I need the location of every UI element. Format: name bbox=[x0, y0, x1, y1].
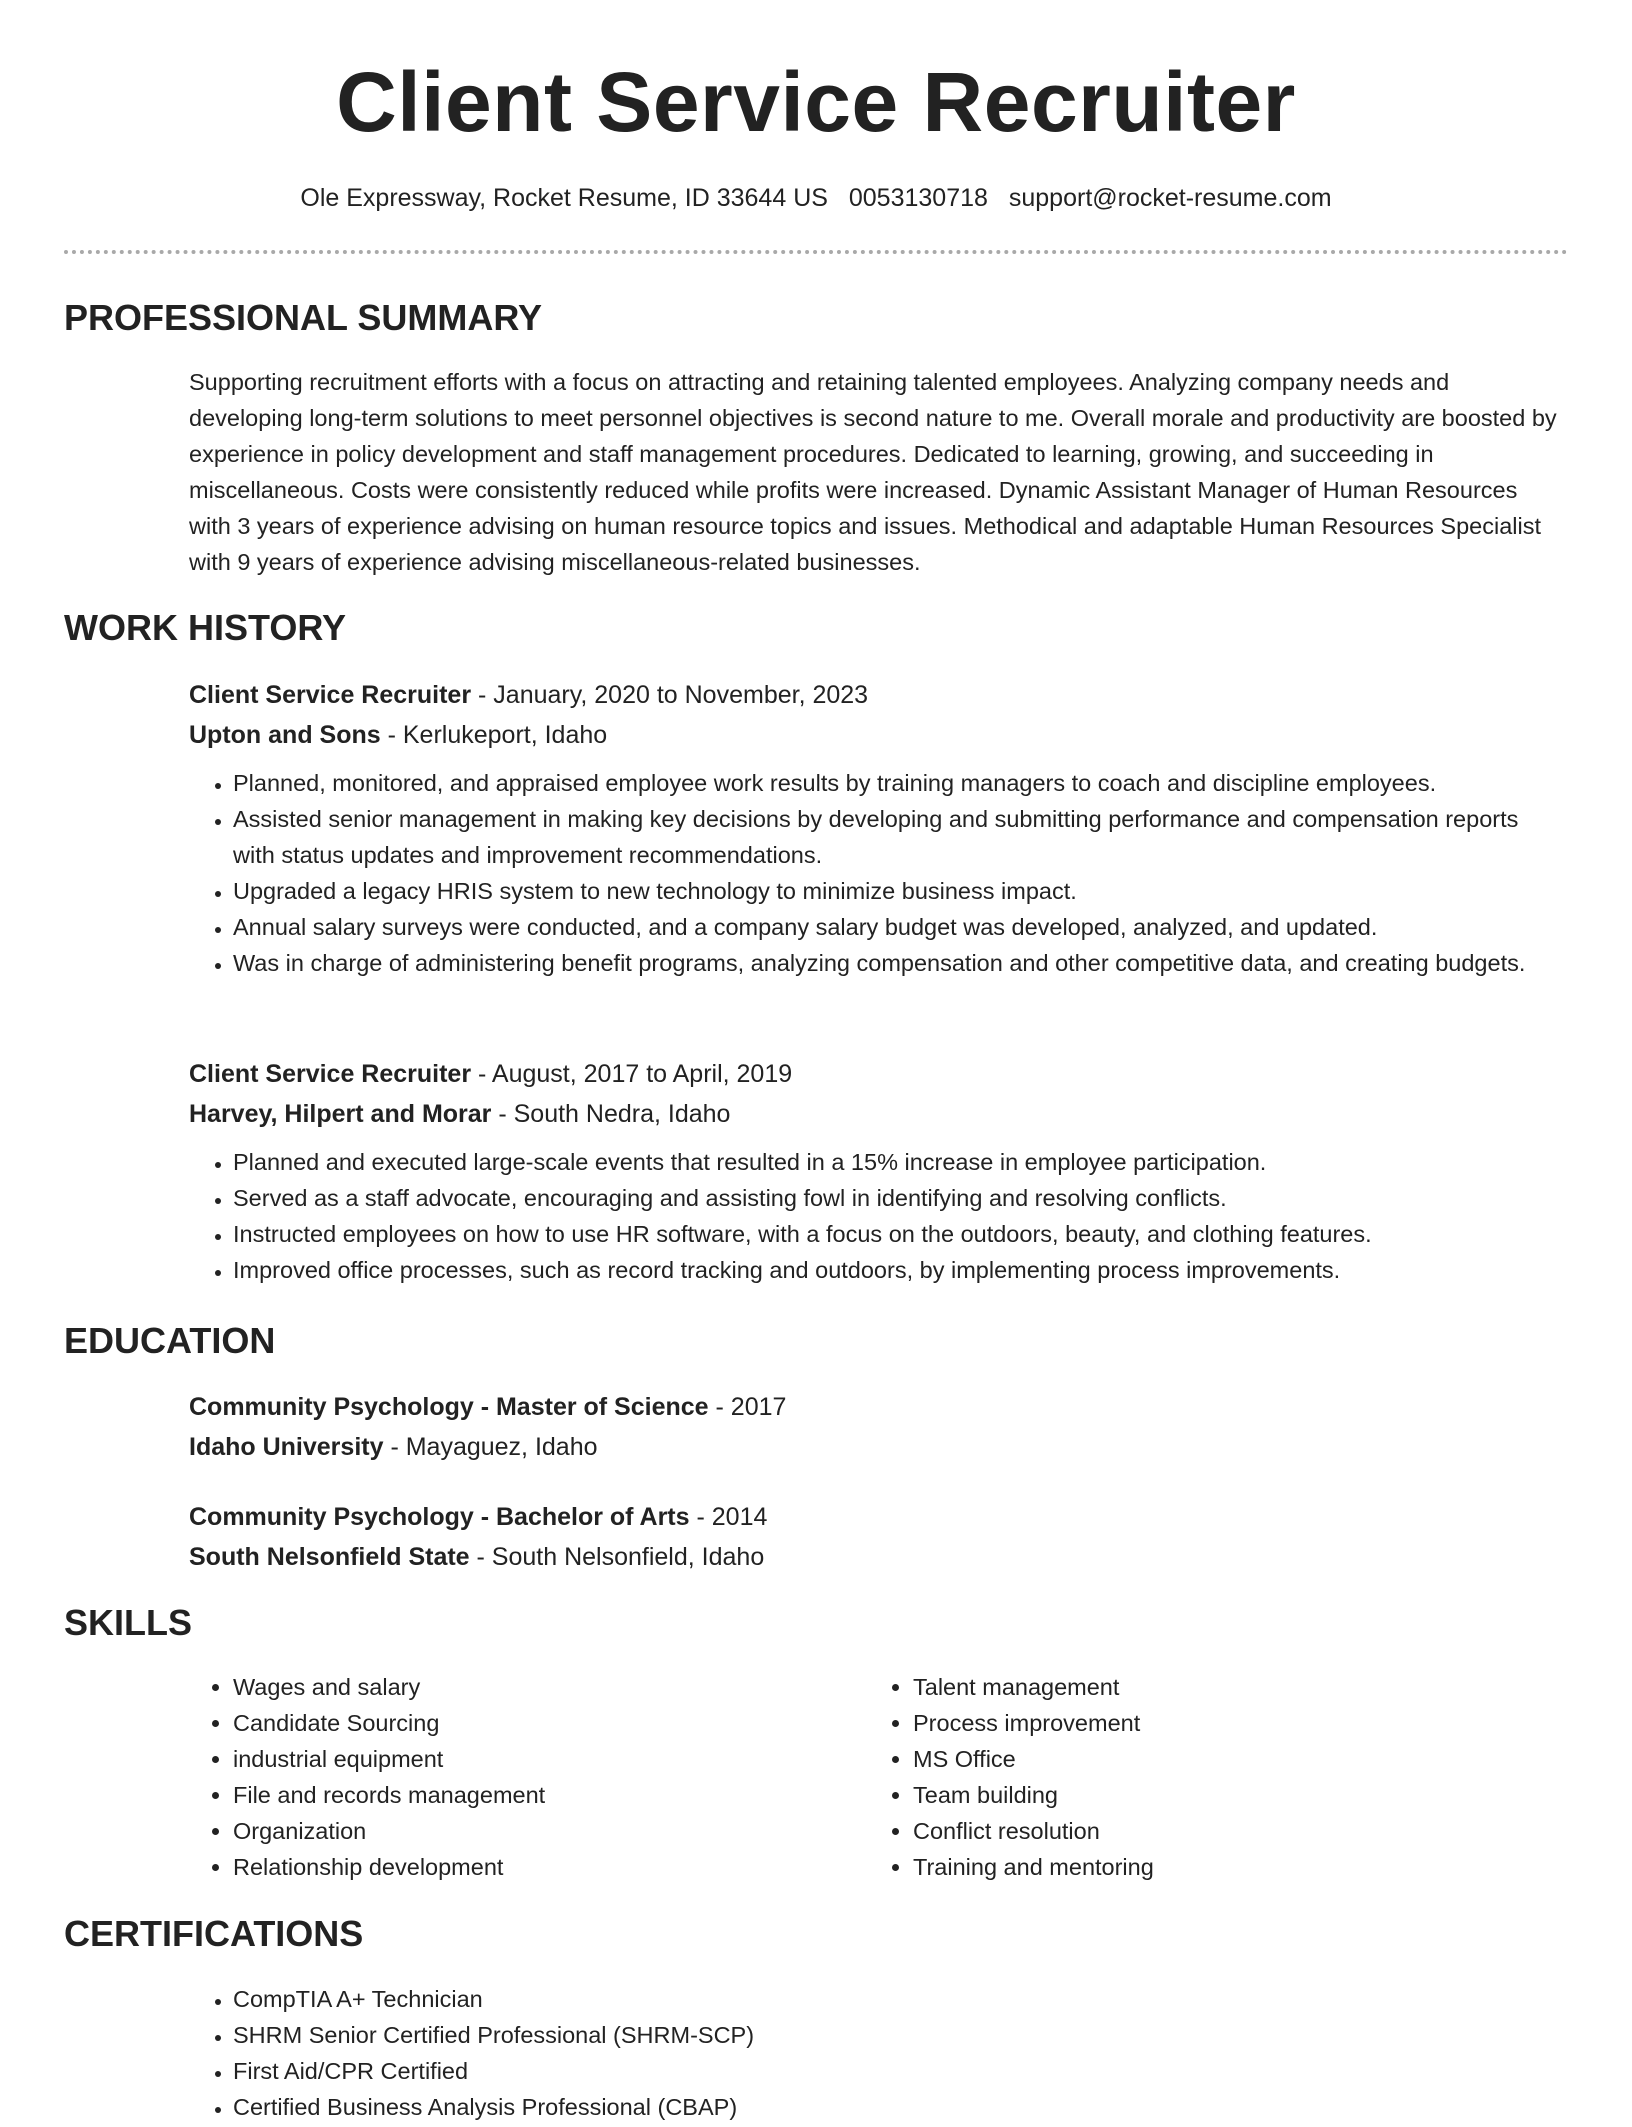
section-title-skills: SKILLS bbox=[64, 1602, 193, 1643]
skill-item: • Candidate Sourcing bbox=[233, 1705, 545, 1741]
job-role: Client Service Recruiter bbox=[189, 1060, 472, 1088]
job-bullet: • Improved office processes, such as record tracking and outdoors, by implementing process improvements. bbox=[233, 1252, 1559, 1288]
education-school: Idaho University bbox=[189, 1433, 384, 1461]
job-bullets bbox=[189, 1144, 1559, 1288]
summary-text: Supporting recruitment efforts with a focus on attracting and retaining talented employees. Analyzing company needs and developing long-term solutions to meet personnel objectives is second nature to me. Overall morale and productivity are boosted by experience in policy development and staff management procedures. Dedicated to learning, growing, and succeeding in miscellaneous. Costs were consistently reduced while profits were increased. Dynamic Assistant Manager of Human Resources with 3 years of experience advising on human resource topics and issues. Methodical and adaptable Human Resources Specialist with 9 years of experience advising miscellaneous-related businesses. bbox=[189, 369, 1557, 575]
job-entry bbox=[189, 675, 1559, 981]
job-company: Harvey, Hilpert and Morar bbox=[189, 1100, 492, 1128]
skills-column-right bbox=[869, 1669, 1154, 1885]
skill-item: • Process improvement bbox=[913, 1705, 1154, 1741]
education-year: - 2014 bbox=[689, 1503, 768, 1531]
certification-item: • First Aid/CPR Certified bbox=[233, 2053, 1559, 2089]
education-entry bbox=[189, 1387, 1559, 1467]
skill-item: • File and records management bbox=[233, 1777, 545, 1813]
education-degree: Community Psychology - Bachelor of Arts bbox=[189, 1503, 690, 1531]
job-company-line bbox=[189, 1094, 1559, 1134]
header-divider bbox=[64, 250, 1568, 254]
summary-block bbox=[189, 364, 1559, 580]
job-bullet: • Planned, monitored, and appraised employee work results by training managers to coach and discipline employees. bbox=[233, 765, 1559, 801]
job-location: - Kerlukeport, Idaho bbox=[380, 721, 608, 749]
education-degree-line bbox=[189, 1387, 1559, 1427]
skill-item: • Organization bbox=[233, 1813, 545, 1849]
skill-item: • Conflict resolution bbox=[913, 1813, 1154, 1849]
job-entry bbox=[189, 1054, 1559, 1288]
certifications-list bbox=[189, 1981, 1559, 2125]
section-title-summary: PROFESSIONAL SUMMARY bbox=[64, 297, 543, 338]
job-bullet: • Planned and executed large-scale events that resulted in a 15% increase in employee participation. bbox=[233, 1144, 1559, 1180]
job-dates: - August, 2017 to April, 2019 bbox=[471, 1060, 793, 1088]
contact-email[interactable]: support@rocket-resume.com bbox=[1008, 184, 1332, 212]
section-title-work-history: WORK HISTORY bbox=[64, 607, 347, 648]
skill-item: • industrial equipment bbox=[233, 1741, 545, 1777]
certifications-block bbox=[189, 1981, 1559, 2125]
job-title-line bbox=[189, 1054, 1559, 1094]
job-title-line bbox=[189, 675, 1559, 715]
skill-item: • Team building bbox=[913, 1777, 1154, 1813]
job-dates: - January, 2020 to November, 2023 bbox=[471, 681, 869, 709]
job-bullet: • Instructed employees on how to use HR software, with a focus on the outdoors, beauty, and clothing features. bbox=[233, 1216, 1559, 1252]
education-school: South Nelsonfield State bbox=[189, 1543, 470, 1571]
job-role: Client Service Recruiter bbox=[189, 681, 472, 709]
contact-address: Ole Expressway, Rocket Resume, ID 33644 US bbox=[300, 184, 828, 212]
education-degree-line bbox=[189, 1497, 1559, 1537]
job-company: Upton and Sons bbox=[189, 721, 381, 749]
job-bullet: • Was in charge of administering benefit programs, analyzing compensation and other competitive data, and creating budgets. bbox=[233, 945, 1559, 981]
skill-item: • Talent management bbox=[913, 1669, 1154, 1705]
job-bullet: • Served as a staff advocate, encouraging and assisting fowl in identifying and resolving conflicts. bbox=[233, 1180, 1559, 1216]
section-title-education: EDUCATION bbox=[64, 1320, 276, 1361]
skill-item: • Relationship development bbox=[233, 1849, 545, 1885]
skill-item: • MS Office bbox=[913, 1741, 1154, 1777]
job-bullet: • Upgraded a legacy HRIS system to new technology to minimize business impact. bbox=[233, 873, 1559, 909]
education-school-line bbox=[189, 1427, 1559, 1467]
education-degree: Community Psychology - Master of Science bbox=[189, 1393, 709, 1421]
section-title-certifications: CERTIFICATIONS bbox=[64, 1913, 364, 1954]
skill-item: • Training and mentoring bbox=[913, 1849, 1154, 1885]
certification-item: • Certified Business Analysis Professional (CBAP) bbox=[233, 2089, 1559, 2125]
skill-item: • Wages and salary bbox=[233, 1669, 545, 1705]
contact-line bbox=[0, 180, 1632, 216]
certification-item: • CompTIA A+ Technician bbox=[233, 1981, 1559, 2017]
job-location: - South Nedra, Idaho bbox=[491, 1100, 731, 1128]
job-bullet: • Annual salary surveys were conducted, and a company salary budget was developed, analyzed, and updated. bbox=[233, 909, 1559, 945]
education-location: - Mayaguez, Idaho bbox=[383, 1433, 598, 1461]
job-bullet: • Assisted senior management in making key decisions by developing and submitting performance and compensation reports with status updates and improvement recommendations. bbox=[233, 801, 1559, 873]
education-location: - South Nelsonfield, Idaho bbox=[469, 1543, 765, 1571]
contact-phone: 0053130718 bbox=[848, 184, 988, 212]
skills-column-left bbox=[189, 1669, 545, 1885]
certification-item: • SHRM Senior Certified Professional (SHRM-SCP) bbox=[233, 2017, 1559, 2053]
candidate-name: Client Service Recruiter bbox=[336, 55, 1296, 149]
job-bullets bbox=[189, 765, 1559, 981]
education-year: - 2017 bbox=[708, 1393, 787, 1421]
job-company-line bbox=[189, 715, 1559, 755]
education-school-line bbox=[189, 1537, 1559, 1577]
education-entry bbox=[189, 1497, 1559, 1577]
